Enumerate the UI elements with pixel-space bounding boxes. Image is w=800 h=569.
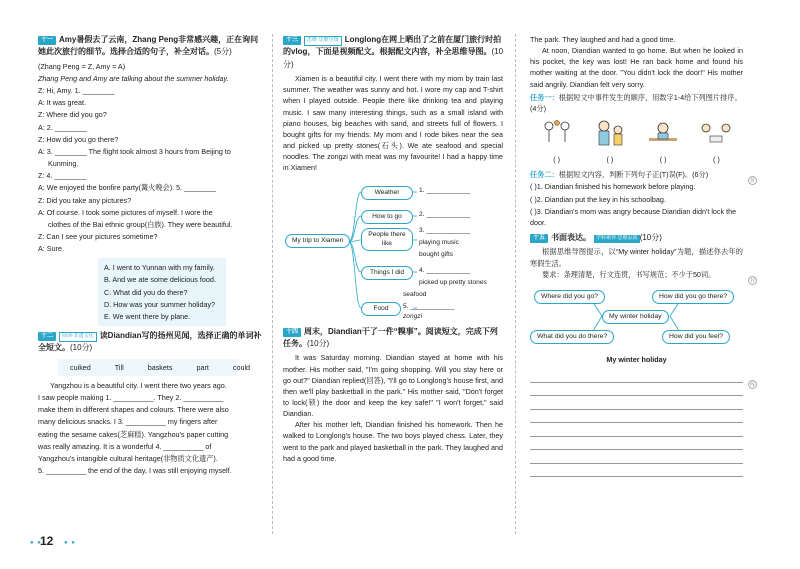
mindmap-answer: 3. ____________ [419,226,471,234]
word-bank-item: Till [114,362,124,372]
q5-heading [530,232,743,244]
q4-task2 [530,169,743,180]
option-item: D. How was your summer holiday? [104,299,216,309]
dialog-line: Z: Can I see your pictures sometime? [38,231,158,241]
column-divider [515,34,516,534]
mindmap-branch-how: How to go [361,210,413,224]
judgement-item: ( )3. Diandian's mom was angry because Diandian didn't lock the door. [530,206,737,227]
q5-number: 十五 [530,234,548,243]
dialog-line: A: 3. ________ The flight took almost 3 hours from Beijing to [38,146,231,156]
footer-dots-left: ● ● [30,540,42,546]
mindmap-branch-things: Things I did [361,266,413,280]
q1-heading [38,34,266,59]
connector-food [349,242,361,308]
dialog-line: A: 2. ________ [38,122,87,132]
dialog-line: Z: Did you take any pictures? [38,195,132,205]
q4-paragraph: It was Saturday morning. Diandian stayed at home with his mother. His mother said, "I'm going shopping. Will you stay here or go out?" Diandian replied(回答), "I'll go to Longlong's house first, and then we'll play basketball in the park." His mother said, "Don't forget to lock(锁) the door and keep the key safe!" "I won't forget," said Diandian. [283,353,503,419]
option-item: B. And we ate some delicious food. [104,275,216,285]
q5-requirement: 要求：条理清楚，行文连贯，书写规范；不少于50词。 [542,269,716,279]
option-item: E. We went there by plane. [104,311,191,321]
q4-paragraph-cont: The park. They laughed and had a good time. [530,35,676,44]
judgement-item: ( )2. Diandian put the key in his schoolbag. [530,194,666,204]
q3-score: (10分) [283,47,504,69]
dialog-line: clothes of the Bai ethnic group(白族). They were beautiful. [48,219,233,229]
q4-picture-answers [530,154,743,165]
q4-score: (10分) [307,338,330,348]
mindmap-extra: picked up pretty stones [419,278,487,286]
word-bank-item: part [196,362,209,372]
q3-heading [283,34,503,71]
q1-options-box [98,258,226,326]
q5-title: 书面表达。 [551,233,592,243]
q1-dialog [38,85,266,254]
column-middle [283,34,503,464]
q5-prompt: 根据思维导图提示，以“My winter holiday”为题，描述你去年的寒假生活。 [530,247,743,268]
writing-line[interactable] [530,369,743,383]
passage-line: Yangzhou is a beautiful city. I went there two years ago. [50,381,227,390]
dialog-line: A: Of course. I took some pictures of myself. I wore the [38,207,213,217]
option-item: C. What did you do there? [104,287,188,297]
picture-chess [696,118,736,152]
writing-line[interactable] [530,450,743,464]
q5-tag: 学科素养·思维品质 [596,235,638,242]
column-left [38,34,266,477]
dialog-line: A: We enjoyed the bonfire party(篝火晚会). 5. ________ [38,183,217,193]
dialog-line: Z: 4. ________ [38,171,87,181]
word-bank-item: cuiked [70,362,91,372]
writing-line[interactable] [530,410,743,424]
task2-label: 任务二： [530,170,559,180]
task2-text: 根据短文内容，判断下列句子正(T)误(F)。(6分) [558,170,709,180]
q5-node-feel: How did you feel? [662,330,730,345]
column-divider [272,34,273,534]
mindmap-extra: zongzi [403,312,423,320]
writing-title: My winter holiday [606,354,667,364]
picture-answer-blank: ( ) [606,155,614,165]
binding-mark: 折 [749,178,755,184]
mindmap-branch-weather: Weather [361,186,413,200]
q3-number: 十三 [283,36,301,45]
q4-number: 十四 [283,328,301,337]
word-bank-item: baskets [147,362,173,372]
binding-mark: 线 [749,382,755,388]
q3-title: Longlong在网上晒出了之前在厦门旅行时拍的vlog，下面是视频配文。根据配文内容，补全思维导图。 [283,35,502,57]
picture-answer-blank: ( ) [712,155,720,165]
writing-line[interactable] [530,383,743,397]
q4-title: 周末，Diandian干了一件“糗事”。阅读短文，完成下列任务。 [283,326,498,348]
q4-paragraph: After his mother left, Diandian finished his homework. Then he walked to Longlong's house. The two boys played chess. Later, they went to the park and played basketball in the park. They laughed and had a good time. [283,420,503,463]
passage-line: Yangzhou's intangible cultural heritage(非物质文化遗产). [38,453,218,463]
task1-text: 根据短文中事件发生的顺序，用数字1-4给下列图片排序。(4分) [530,92,742,113]
q5-node-what: What did you do there? [530,330,614,345]
connector-things [349,242,361,272]
q4-heading [283,326,503,351]
q4-paragraph: At noon, Diandian wanted to go home. But when he looked in his pocket, the key was lost! He ran back home and found his mother waiting at the door. "You didn't lock the door!" His mother said angrily. Diandian felt very sorry. [530,46,743,89]
q3-tag: 思维·思维导图 [304,36,342,46]
mindmap-answer: 1. ____________ [419,186,471,194]
mindmap-answer: 2. ____________ [419,210,471,218]
mindmap-center: My trip to Xiamen [285,234,350,248]
task1-label: 任务一： [530,92,559,102]
dialog-line: Z: Hi, Amy. 1. ________ [38,86,115,96]
picture-answer-blank: ( ) [659,155,667,165]
page-number: 12 [40,534,54,548]
writing-line[interactable] [530,423,743,437]
writing-lines [530,369,743,477]
q1-number: 十一 [38,36,56,45]
mindmap-extra: seafood [403,290,427,298]
q1-score: (5分) [214,47,232,57]
dialog-line: A: Sure. [38,244,64,254]
judgement-item: ( )1. Diandian finished his homework before playing. [530,182,696,192]
dialog-line: Kunming. [48,159,79,169]
mindmap-extra: playing music [419,238,459,246]
picture-answer-blank: ( ) [553,155,561,165]
writing-line[interactable] [530,437,743,451]
picture-angry-mom [590,118,630,152]
q2-passage [38,380,266,476]
q3-paragraph: Xiamen is a beautiful city. I went there with my mom by train last summer. The weather was sunny and hot. I wore my cap and T-shirt when I played outside. People there like drinking tea and playing music. I saw many interesting things, such as a small island with piano houses, big beaches with sand, and streets full of flowers. I bought gifts for my friends. My mom and I rode bikes near the sea and picked up pretty stones(石头). We ate seafood and special noodles. The zongzi with meat was my favourite! I had a happy time in Xiamen! [283,74,503,173]
picture-homework [643,118,683,152]
q1-context: Zhang Peng and Amy are talking about the summer holiday. [38,73,229,83]
q1-roles: (Zhang Peng = Z, Amy = A) [38,61,126,71]
q5-node-how: How did you go there? [652,290,734,305]
dialog-line: Z: Where did you go? [38,110,107,120]
mindmap-extra: bought gifts [419,250,454,258]
q5-center-node: My winter holiday [602,310,669,325]
option-item: A. I went to Yunnan with my family. [104,263,215,273]
passage-line: was really amazing. It is a wonderful 4. __________ of [38,441,212,451]
q5-mindmap [530,286,743,348]
q4-pictures [530,118,743,152]
picture-basketball [537,118,577,152]
passage-line: eating the sesame cakes(芝麻糕). Yangzhou's paper cutting [38,429,229,439]
q2-tag: 阅读·非遗文化 [59,332,97,342]
passage-line: many delicious snacks. I 3. __________ my fingers after [38,417,218,427]
dialog-line: A: It was great. [38,98,86,108]
passage-line: 5. __________ the end of the day, I was still enjoying myself. [38,466,232,476]
footer-dots-right: ● ● [64,540,76,546]
q2-heading [38,330,266,355]
q4-task1 [530,92,743,114]
mindmap-branch-food: Food [361,302,401,316]
q2-title: 读Diandian写的扬州见闻，选择正确的单词补全短文。 [38,331,262,353]
writing-line[interactable] [530,396,743,410]
q2-score: (10分) [70,343,93,353]
binding-mark: 封 [749,278,755,284]
q2-word-bank [58,359,251,376]
column-right [530,34,743,477]
writing-line[interactable] [530,464,743,478]
q5-score: (10分) [639,233,662,243]
dialog-line: Z: How did you go there? [38,134,119,144]
q1-title: Amy暑假去了云南，Zhang Peng非常感兴趣，正在询问她此次旅行的细节。选择合适的句子，补全对话。 [38,35,259,57]
q2-number: 十二 [38,332,56,341]
mindmap-answer: 4. ____________ [419,266,471,274]
word-bank-item: could [232,362,251,372]
passage-line: make them in different shapes and colours. There were also [38,405,229,415]
q5-node-where: Where did you go? [534,290,605,305]
q3-mindmap [283,178,503,318]
mindmap-answer: 5. ____________ [403,302,455,310]
passage-line: I saw people making 1. __________. They 2. __________ [38,393,224,403]
mindmap-branch-people: People there like [361,228,413,252]
